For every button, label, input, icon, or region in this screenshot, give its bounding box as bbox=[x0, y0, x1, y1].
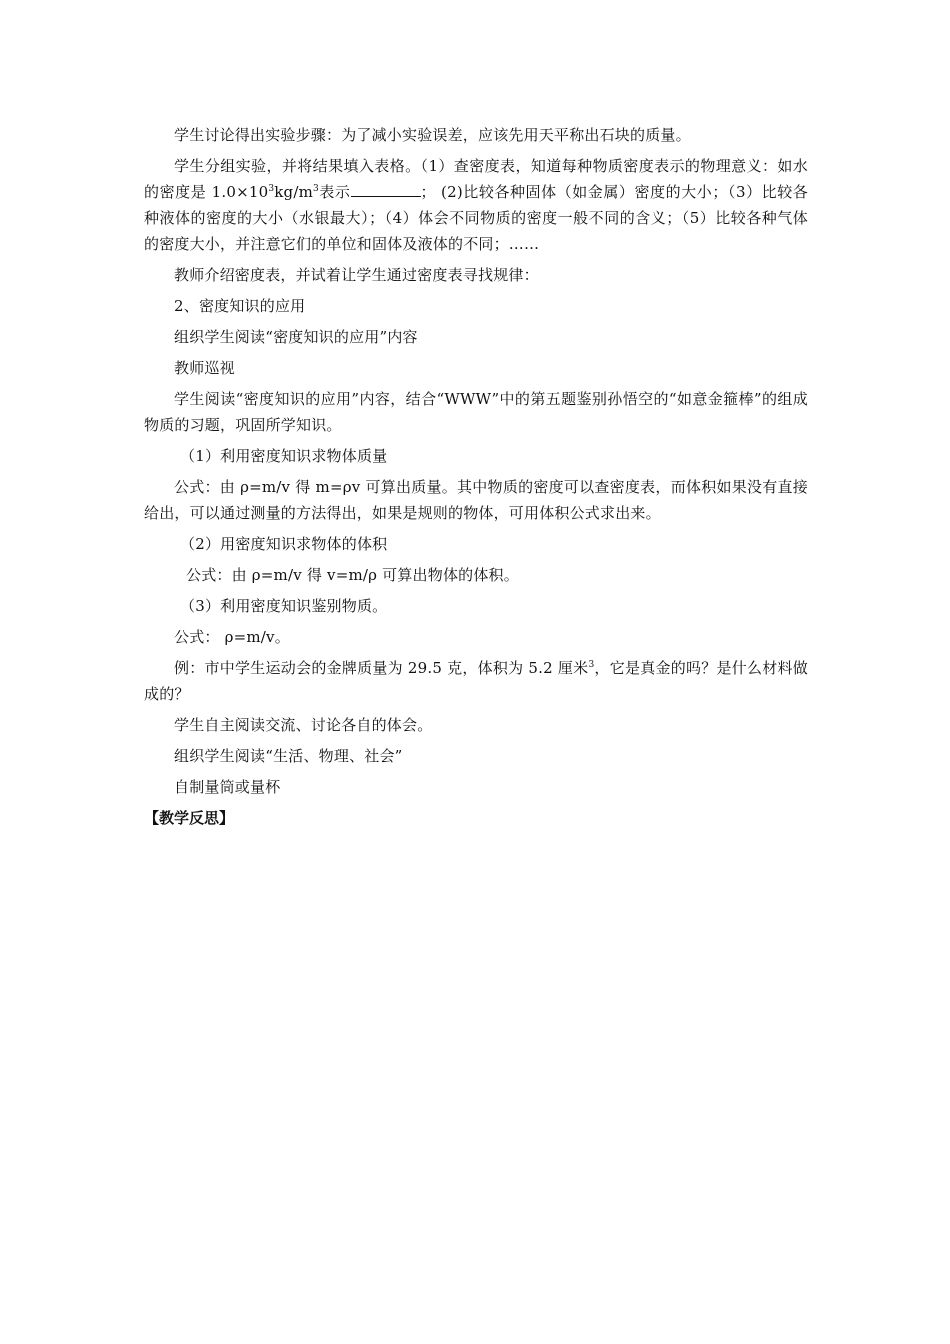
item-volume: （2）用密度知识求物体的体积 bbox=[180, 535, 388, 553]
paragraph-density-table: 教师介绍密度表，并试着让学生通过密度表寻找规律： bbox=[174, 266, 539, 284]
document-body bbox=[144, 122, 808, 831]
paragraph-formula-density: 公式： ρ=m/v。 bbox=[174, 628, 290, 646]
paragraph-group-experiment bbox=[144, 153, 808, 257]
paragraph-formula-mass: 公式：由 ρ=m/v 得 m=ρv 可算出质量。其中物质的密度可以查密度表，而体积如果没有直接给出，可以通过测量的方法得出，如果是规则的物体，可用体积公式求出来。 bbox=[144, 478, 808, 522]
paragraph-example bbox=[144, 655, 808, 707]
text-segment: ； (2)比较各种固体（如金属）密度的大小；（3）比较各种液体的密度的大小（水银最大）；（4）体会不同物质的密度一般不同的含义；（5）比较各种气体的密度大小，并注意它们的单位和固体及液体的不同；…… bbox=[144, 183, 808, 253]
paragraph-student-reading: 学生阅读“密度知识的应用”内容，结合“WWW”中的第五题鉴别孙悟空的“如意金箍棒”的组成物质的习题，巩固所学知识。 bbox=[144, 390, 808, 434]
text-segment: 例：市中学生运动会的金牌质量为 29.5 克，体积为 5.2 厘米 bbox=[174, 659, 589, 677]
fill-in-blank bbox=[351, 182, 421, 197]
paragraph-self-reading: 学生自主阅读交流、讨论各自的体会。 bbox=[174, 716, 433, 734]
paragraph-formula-volume: 公式：由 ρ=m/v 得 v=m/ρ 可算出物体的体积。 bbox=[186, 566, 519, 584]
text-segment: 学生分组实验，并将结果填入表格。（1）查密度表，知道每种物质密度表示的物理意义：如水的密度是 1.0×10 bbox=[144, 157, 808, 201]
item-mass: （1）利用密度知识求物体质量 bbox=[180, 447, 388, 465]
section-title-application: 2、密度知识的应用 bbox=[174, 297, 306, 315]
section-heading-reflection: 【教学反思】 bbox=[144, 809, 235, 827]
superscript: 3 bbox=[588, 660, 595, 670]
text-segment: kg/m bbox=[274, 183, 314, 201]
paragraph-experiment-steps: 学生讨论得出实验步骤：为了减小实验误差，应该先用天平称出石块的质量。 bbox=[174, 126, 691, 144]
item-identify: （3）利用密度知识鉴别物质。 bbox=[180, 597, 388, 615]
paragraph-make-cylinder: 自制量筒或量杯 bbox=[174, 778, 281, 796]
paragraph-teacher-patrol: 教师巡视 bbox=[174, 359, 235, 377]
paragraph-organize-reading: 组织学生阅读“密度知识的应用”内容 bbox=[174, 328, 418, 346]
superscript: 3 bbox=[313, 184, 319, 194]
text-segment: 表示 bbox=[318, 183, 351, 201]
superscript: 3 bbox=[268, 184, 275, 194]
paragraph-life-physics-society: 组织学生阅读“生活、物理、社会” bbox=[174, 747, 403, 765]
text-segment: ，它是真金的吗？是什么材料做成的？ bbox=[144, 659, 808, 703]
